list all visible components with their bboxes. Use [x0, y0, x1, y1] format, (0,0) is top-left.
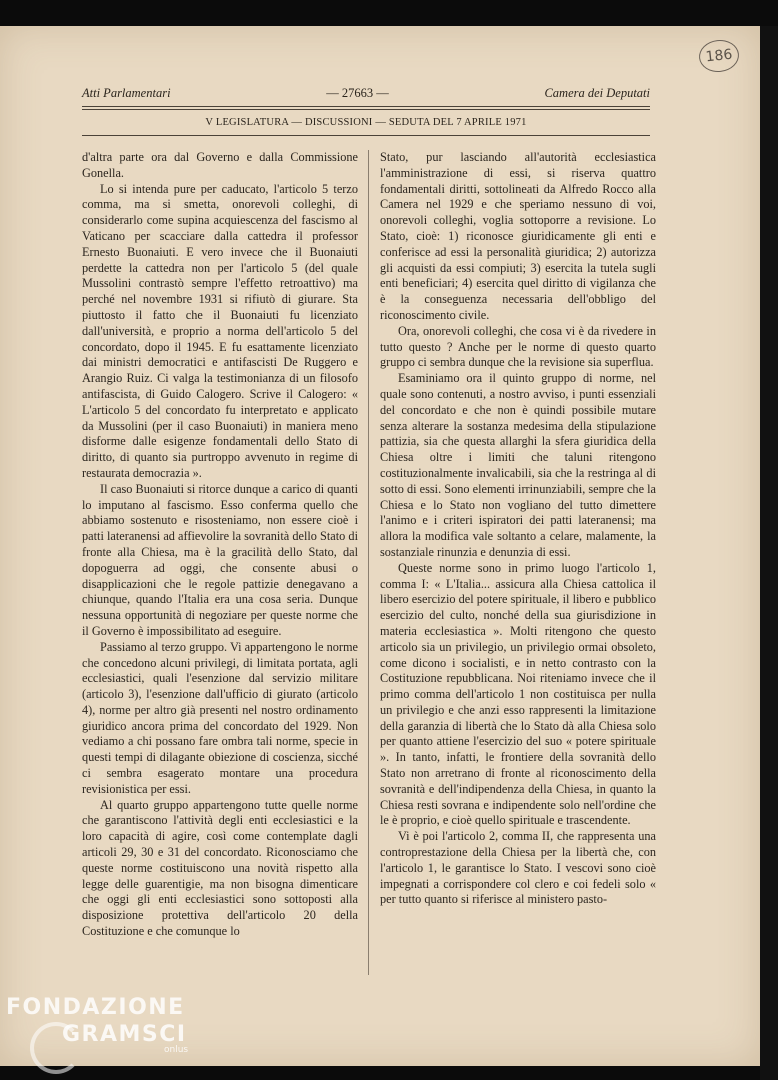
- watermark: [6, 995, 188, 1055]
- column-divider: [368, 150, 369, 975]
- paragraph: Il caso Buonaiuti si ritorce dunque a carico di quanti lo imputano al fascismo. Esso conferma quello che abbiamo sostenuto e risosteniamo, non essere cioè i patti lateranensi ad affievolire la sovranità dello Stato di fronte alla Chiesa, ma è la gracilità dello Stato, dal dopoguerra ad oggi, che consente abusi o disapplicazioni che le regole pattizie denegavano a chiunque, quando l'Italia era una cosa seria. Dunque nessuna opportunità di negoziare per queste norme che il Governo è impossibilitato ad eseguire.: [82, 481, 358, 638]
- scan-border: [760, 26, 778, 1080]
- header-rule: [82, 106, 650, 107]
- watermark-line2: GRAMSCI: [62, 1022, 187, 1047]
- session-line: V LEGISLATURA — DISCUSSIONI — SEDUTA DEL 7 APRILE 1971: [205, 117, 527, 128]
- paragraph: Lo si intenda pure per caducato, l'articolo 5 terzo comma, ma si smetta, onorevoli colleghi, di considerarlo come supina acquiescenza del fascismo al Vaticano per scacciare dalla cattedra il professor Ernesto Buonaiuti. E vero invece che il Buonaiuti perdette la cattedra non per l'articolo 5 (del quale Mussolini contrastò sempre l'effetto retroattivo) ma perché nel novembre 1931 si rifiutò di giurare. Sta piuttosto il fatto che il Buonaiuti fu licenziato dall'università, e proprio a norma dell'articolo 5 del concordato, dopo il 1945. E fu esattamente licenziato dai ministri democratici e antifascisti De Ruggero e Arangio Ruiz. Ci valga la testimonianza di un filosofo antifascista, di Guido Calogero. Scrive il Calogero: « L'articolo 5 del concordato fu interpretato e applicato da Mussolini (per il caso Buonaiuti) in maniera meno disforme dalle esigenze fondamentali dello Stato di diritto, di quanto sia purtroppo avvenuto in regime di restaurata democrazia ».: [82, 181, 358, 480]
- watermark-line1: FONDAZIONE: [6, 995, 185, 1020]
- paragraph: Vi è poi l'articolo 2, comma II, che rappresenta una controprestazione della Chiesa per la libertà che, con l'articolo 1, le garantisce lo Stato. I vescovi sono cioè impegnati a corrispondere col clero e coi fedeli solo « per tutto quanto si riferisce al ministero pasto-: [380, 829, 656, 907]
- paragraph: Al quarto gruppo appartengono tutte quelle norme che garantiscono l'attività degli enti ecclesiastici e la loro capacità di agire, così come contemplate dagli articoli 29, 30 e 31 del concordato. Riconosciamo che queste norme costituiscono una novità rispetto alla legge delle guarentigie, ma non bisogna dimenticare che oggi gli enti ecclesiastici sono sottoposti alla disposizione protettiva dell'articolo 20 della Costituzione e che comunque lo: [82, 797, 358, 939]
- session-rule: [82, 135, 650, 136]
- paragraph: Esaminiamo ora il quinto gruppo di norme, nel quale sono contenuti, a nostro avviso, i punti essenziali del concordato e che non è quindi possibile mutare senza alterare la sostanza medesima della stipulazione pattizia, sia che questa allarghi la sfera giuridica della Chiesa oltre i limiti che taluni ritengono costituzionalmente invalicabili, sia che la restringa al di sotto di essi. Sono elementi irrinunziabili, sempre che la Chiesa e lo Stato non vogliano del tutto dimettere l'animo e i criteri ispiratori dei patti lateranensi; ma allora la modifica vale soltanto a celare, malamente, la sostanziale rinunzia e denunzia di essi.: [380, 371, 656, 559]
- header-right: Camera dei Deputati: [544, 86, 650, 100]
- watermark-line3: onlus: [164, 1045, 189, 1055]
- paragraph: d'altra parte ora dal Governo e dalla Commissione Gonella.: [82, 150, 358, 180]
- paragraph: Ora, onorevoli colleghi, che cosa vi è da rivedere in tutto questo ? Anche per le norme di questo quarto gruppo ci sembra dunque che la revisione sia superflua.: [380, 323, 656, 370]
- right-column: [380, 150, 656, 908]
- paragraph: Passiamo al terzo gruppo. Vi appartengono le norme che concedono alcuni privilegi, di limitata portata, agli ecclesiastici, quali l'esenzione dal servizio militare (articolo 3), l'esenzione dall'ufficio di giurato (articolo 4), norme per altro già presenti nel nostro ordinamento giuridico ancora prima del concordato del 1929. Non vediamo a chi possano fare ombra tali norme, specie in questi tempi di dilagante obiezione di coscienza, sicché ci sembra esagerato montare una procedura revisionistica per essi.: [82, 639, 358, 796]
- paragraph: Queste norme sono in primo luogo l'articolo 1, comma I: « L'Italia... assicura alla Chiesa cattolica il libero esercizio del potere spirituale, il libero e pubblico esercizio del culto, nonché della sua giurisdizione in materia ecclesiastica ». Molti ritengono che questo articolo sia un privilegio, un privilegio ormai obsoleto, come dicono i socialisti, e in netto contrasto con la Costituzione repubblicana. Noi riteniamo invece che il primo comma dell'articolo 1 non costituisca per nulla un privilegio e che anzi esso rappresenti la limitazione della garanzia di libertà che lo Stato dà alla Chiesa solo per quanto attiene l'esercizio del suo « potere spirituale ». In tanto, infatti, le frontiere della sovranità dello Stato non arretrano di fronte al riconoscimento della sovranità e dell'indipendenza della Chiesa, in quanto la Chiesa resti sovrana e indipendente solo nell'ordine che le è proprio, e cioè quello spirituale e trascendente.: [380, 560, 656, 828]
- handwritten-page-number: 186: [697, 38, 740, 74]
- left-column: [82, 150, 358, 940]
- page-number: — 27663 —: [326, 86, 389, 100]
- running-header: [82, 86, 650, 101]
- paragraph: Stato, pur lasciando all'autorità ecclesiastica l'amministrazione di essi, si riserva quattro fondamentali diritti, sottolineati da Alfredo Rocco alla Camera nel 1929 e che speriamo nessuno di voi, onorevoli colleghi, voglia sottoporre a revisione. Lo Stato, cioè: 1) riconosce giuridicamente gli enti e conferisce ad essi la personalità giuridica; 2) autorizza gli acquisti da essi compiuti; 3) esercita la tutela sugli enti beneficiari; 4) esercita quel diritto di vigilanza che è la conseguenza necessaria dell'obbligo del riconoscimento civile.: [380, 150, 656, 322]
- header-rule: [82, 109, 650, 110]
- header-left: Atti Parlamentari: [82, 86, 171, 100]
